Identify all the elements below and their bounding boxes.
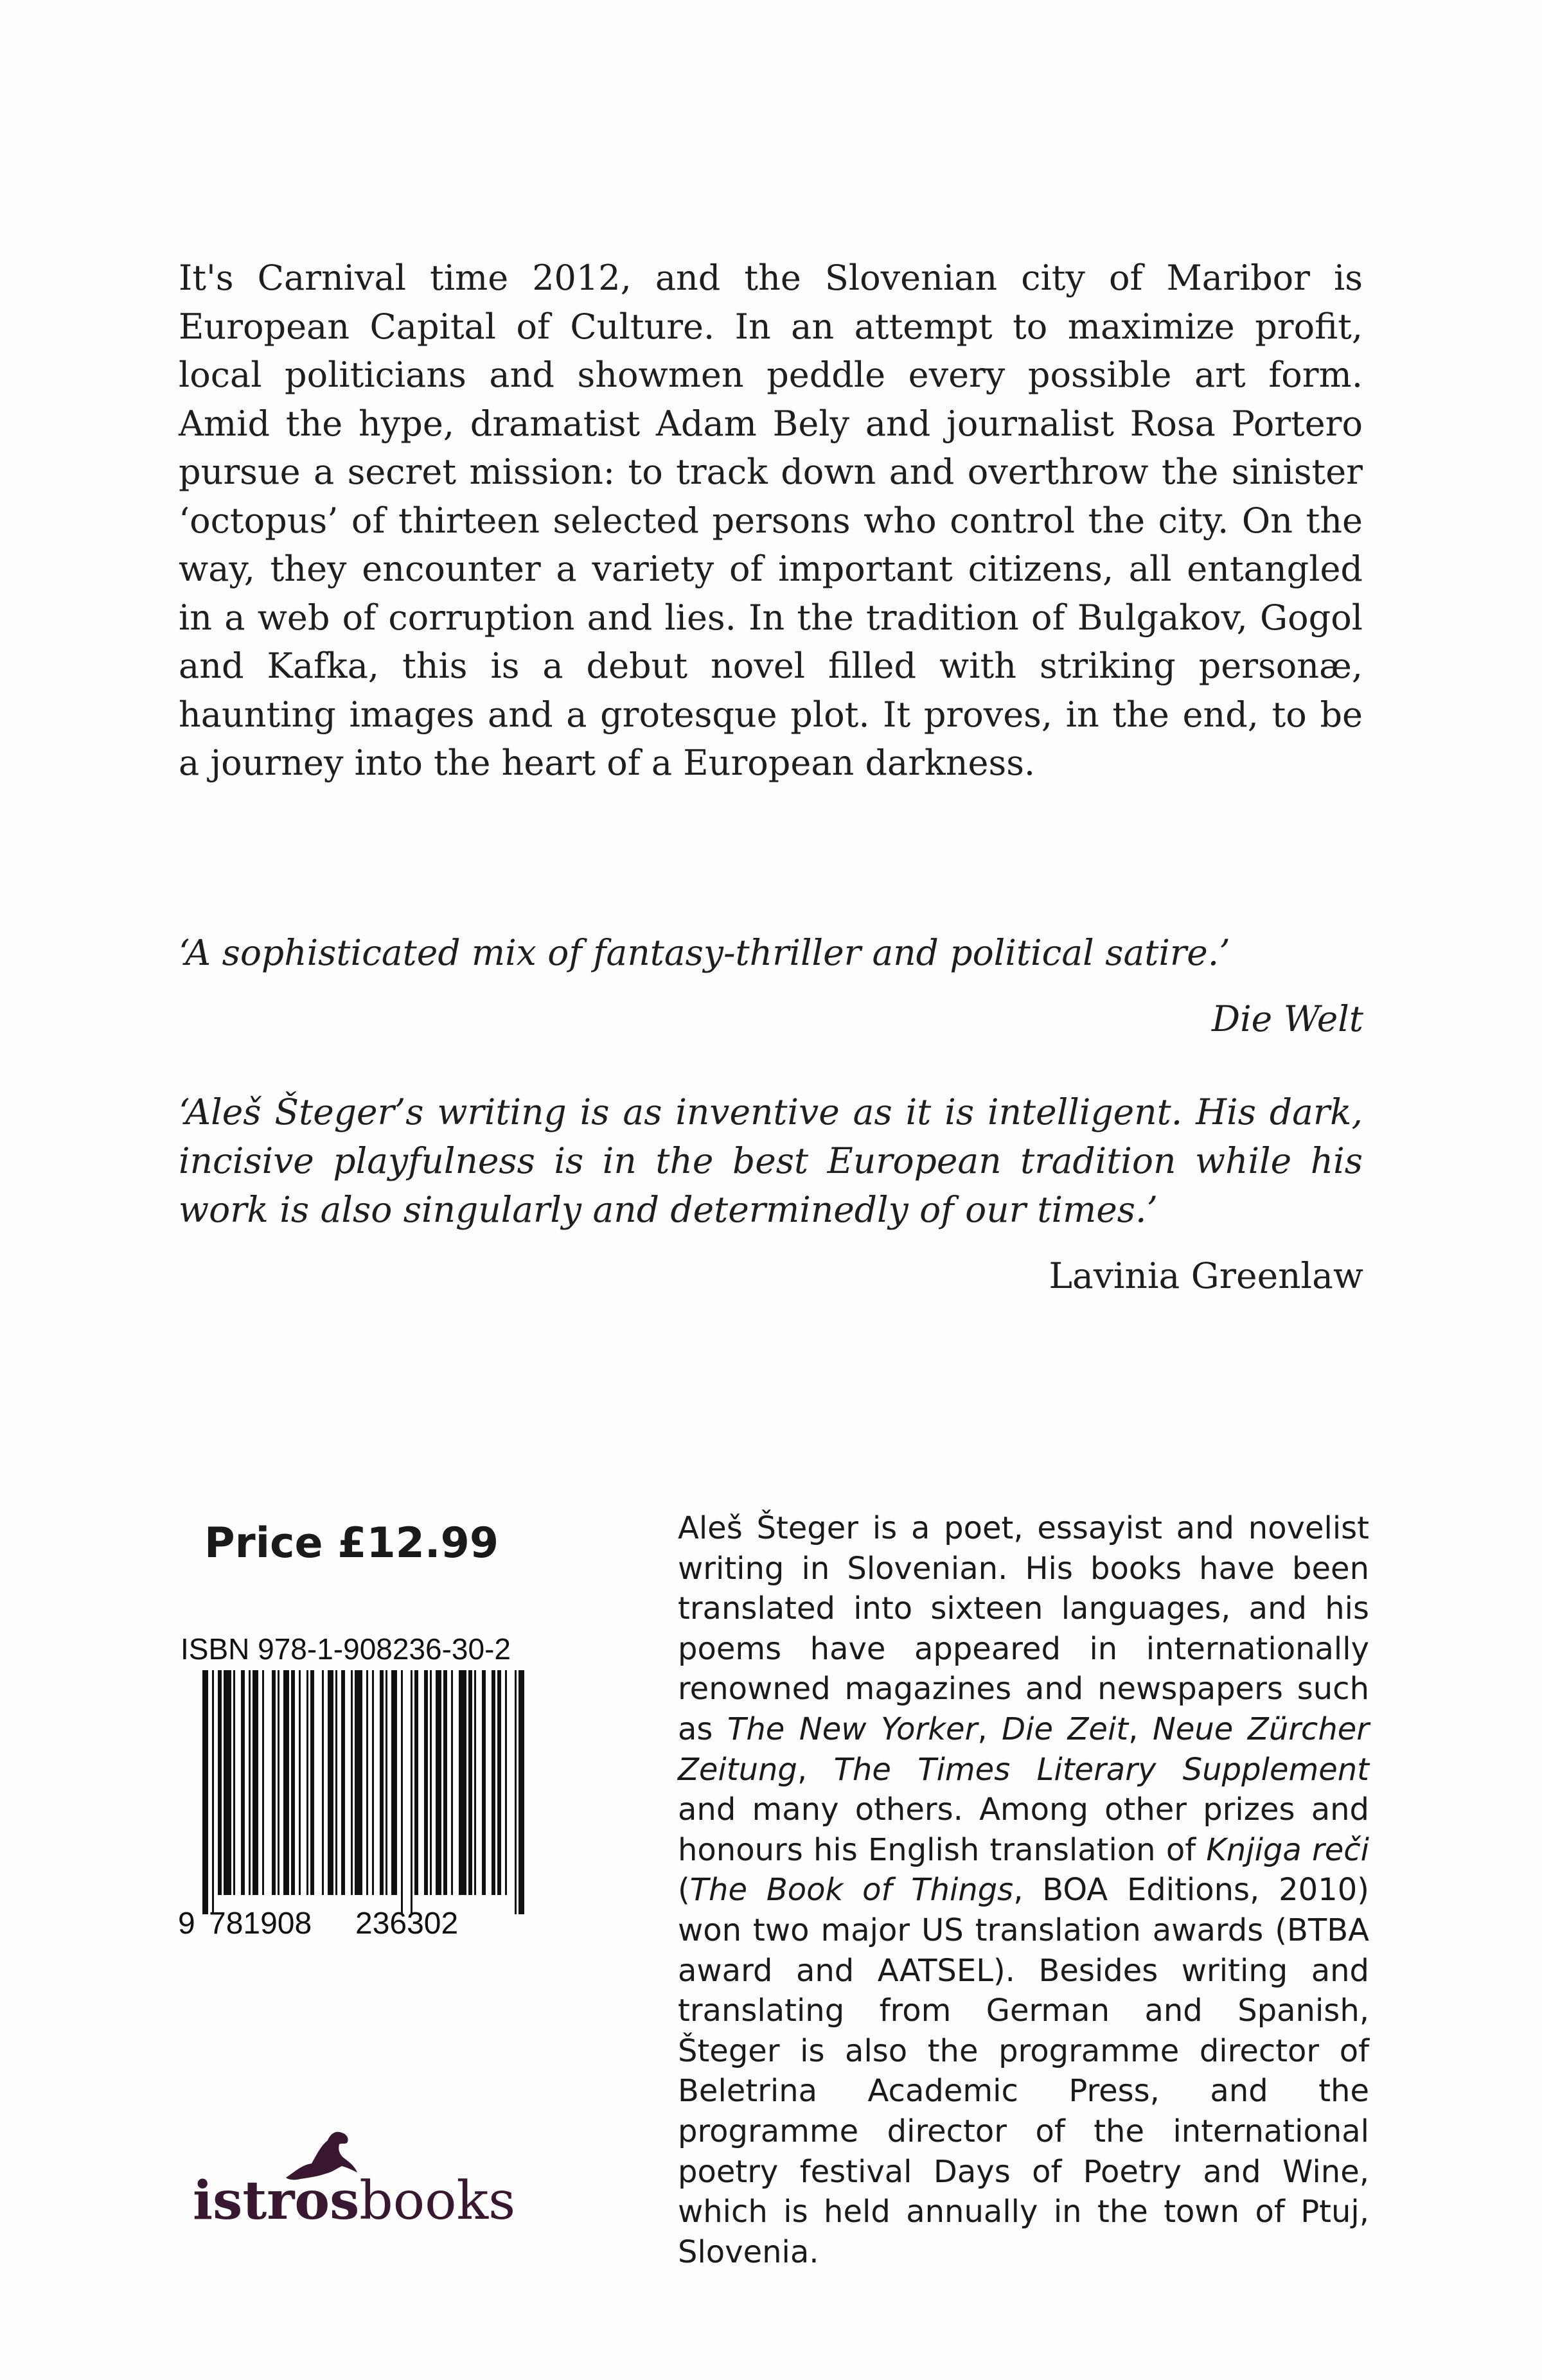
price-label: Price £12.99 [204, 1519, 499, 1567]
barcode-bar [482, 1670, 486, 1895]
bio-title-new-yorker: The New Yorker [727, 1711, 978, 1747]
barcode-bar [233, 1670, 235, 1895]
barcode-bar [411, 1670, 412, 1914]
barcode-bar [341, 1670, 345, 1895]
barcode-bar [306, 1670, 308, 1895]
bio-title-book-of-things: The Book of Things [689, 1872, 1014, 1908]
author-bio [678, 1508, 1369, 2272]
barcode-bar [328, 1670, 333, 1895]
barcode-bar [278, 1670, 279, 1895]
bio-separator: , [797, 1751, 834, 1788]
barcode-bar [322, 1670, 324, 1895]
barcode-bar [386, 1670, 387, 1895]
barcode-bar [262, 1670, 264, 1895]
barcode-bar [430, 1670, 432, 1895]
review-quote-2: ‘Aleš Šteger’s writing is as inventive as it is intelligent. His dark, incisive playfulness is in the best European tradition while his work is also singularly and determinedly of our times.’ [179, 1091, 1363, 1230]
barcode-bar [380, 1670, 384, 1895]
review-quote-1-source: Die Welt [1211, 998, 1363, 1039]
barcode-digits-group-2: 236302 [355, 1907, 459, 1940]
barcode-bar [451, 1670, 453, 1895]
barcode-bar [241, 1670, 245, 1895]
barcode-bar [391, 1670, 397, 1895]
barcode-bar [335, 1670, 337, 1895]
publisher-name-part-1: istros [193, 2170, 360, 2232]
barcode-graphic [177, 1670, 543, 1940]
barcode-bar [224, 1670, 231, 1895]
barcode-bar [253, 1670, 258, 1895]
barcode-bar [272, 1670, 276, 1895]
barcode-bar [366, 1670, 368, 1895]
bio-text-2: and many others. Among other prizes and honours his English translation of [678, 1792, 1369, 1868]
barcode-bar [459, 1670, 466, 1895]
barcode-bar [351, 1670, 353, 1895]
barcode-bar [443, 1670, 447, 1895]
barcode-bar [218, 1670, 222, 1895]
barcode-bar [249, 1670, 251, 1895]
barcode-bar [355, 1670, 362, 1895]
isbn-label: ISBN 978-1-908236-30-2 [181, 1632, 511, 1666]
barcode-first-digit: 9 [178, 1907, 195, 1940]
barcode-bar [436, 1670, 441, 1895]
barcode-bar [474, 1670, 476, 1895]
barcode-bar [492, 1670, 495, 1895]
barcode-bar [468, 1670, 472, 1895]
bio-text-3: ( [678, 1872, 690, 1908]
barcode-bar [505, 1670, 507, 1895]
bio-text-4: , BOA Editions, 2010) won two major US translation awards (BTBA award and AATSEL). Besides writing and translating from German and Spanish, Šteger is also the programme director of Beletrina Academic Press, and the programme director of the international poetry festival Days of Poetry and Wine, which is held annually in the town of Ptuj, Slovenia. [678, 1872, 1369, 2270]
barcode-bar [372, 1670, 374, 1895]
bio-title-die-zeit: Die Zeit [1002, 1711, 1129, 1747]
publisher-name-part-2: books [359, 2171, 516, 2232]
barcode-digits-group-1: 781908 [209, 1907, 312, 1940]
barcode-bar [497, 1670, 501, 1895]
barcode-bar [515, 1670, 517, 1914]
publisher-name [193, 2170, 515, 2232]
barcode-bar [299, 1670, 301, 1895]
barcode-bar [518, 1670, 524, 1914]
barcode-bars [202, 1670, 524, 1914]
bio-text-1: Aleš Šteger is a poet, essayist and novelist writing in Slovenian. His books have been translated into sixteen languages, and his poems have appeared in internationally renowned magazines and newspapers such as [678, 1510, 1369, 1747]
barcode-bar [310, 1670, 314, 1895]
barcode-bar [291, 1670, 295, 1895]
barcode-bar [283, 1670, 289, 1895]
bio-title-knjiga-reci: Knjiga reči [1206, 1831, 1369, 1868]
barcode-bar [401, 1670, 403, 1914]
bio-separator: , [977, 1711, 1002, 1747]
bio-separator: , [1128, 1711, 1153, 1747]
bio-title-tls: The Times Literary Supplement [833, 1751, 1370, 1788]
review-quote-2-source: Lavinia Greenlaw [1049, 1255, 1363, 1296]
book-blurb: It's Carnival time 2012, and the Slovenian city of Maribor is European Capital of Culture. In an attempt to maximize profit, local politicians and showmen peddle every possible art form. Amid the hype, dramatist Adam Bely and journalist Rosa Portero pursue a secret mission: to track down and overthrow the sinister ‘octopus’ of thirteen selected persons who control the city. On the way, they encounter a variety of important citizens, all entangled in a web of corruption and lies. In the tradition of Bulgakov, Gogol and Kafka, this is a debut novel filled with striking personæ, haunting images and a grotesque plot. It proves, in the end, to be a journey into the heart of a European darkness. [179, 258, 1363, 783]
isbn-barcode [177, 1670, 543, 1940]
barcode-bar [414, 1670, 418, 1895]
barcode-bar [424, 1670, 428, 1895]
barcode-bar [202, 1670, 208, 1914]
barcode-bar [212, 1670, 214, 1914]
bio-title-nzz: Neue Zürcher Zeitung [678, 1711, 1370, 1788]
review-quote-1: ‘A sophisticated mix of fantasy-thriller and political satire.’ [179, 932, 1230, 973]
